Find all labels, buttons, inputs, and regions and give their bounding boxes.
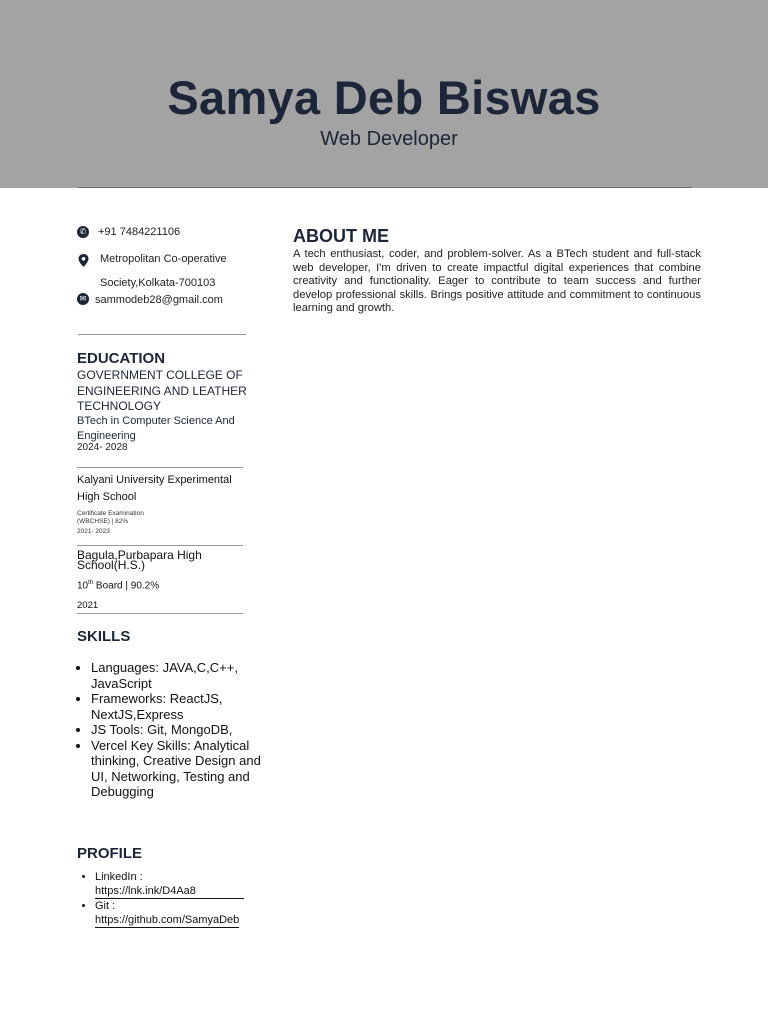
divider: [77, 545, 243, 546]
skill-item: • Languages: JAVA,C,C++, JavaScript: [91, 660, 266, 691]
profile-item-git: [95, 900, 295, 928]
education-years-3: 2021: [77, 600, 99, 611]
header-divider: [78, 187, 692, 188]
profile-heading: PROFILE: [77, 845, 143, 862]
skills-heading: SKILLS: [77, 628, 131, 645]
linkedin-link[interactable]: https://lnk.ink/D4Aa8: [95, 885, 244, 900]
git-label: Git :: [95, 900, 116, 912]
location-pin-icon: [78, 254, 89, 267]
person-name: Samya Deb Biswas: [167, 71, 601, 124]
education-years-2: 2021- 2023: [77, 528, 110, 535]
divider: [78, 334, 246, 335]
divider: [77, 613, 243, 614]
git-link[interactable]: https://github.com/SamyaDeb: [95, 914, 239, 929]
education-detail-2a: Certificate Examination: [77, 510, 144, 517]
profile-item-linkedin: [95, 871, 295, 899]
contact-address-line1: Metropolitan Co-operative: [100, 253, 227, 265]
about-text: A tech enthusiast, coder, and problem-solver. As a BTech student and full-stack web developer, I'm driven to create impactful digital experiences that combine creativity and functionality. Eager to contribute to team success and further develop professional skills. Brings positive attitude and commitment to continuous learning and growth.: [293, 248, 701, 315]
profile-list: [78, 871, 295, 929]
header-banner: [0, 0, 768, 188]
skill-item: • Frameworks: ReactJS, NextJS,Express: [91, 691, 266, 722]
contact-address-line2: Society,Kolkata-700103: [100, 277, 216, 289]
skill-item: • JS Tools: Git, MongoDB,: [91, 722, 266, 738]
education-institution-2: Kalyani University Experimental High School: [77, 474, 232, 503]
contact-phone: +91 7484221106: [98, 226, 181, 238]
education-degree-1: BTech in Computer Science And Engineering: [77, 415, 235, 442]
linkedin-label: LinkedIn :: [95, 871, 143, 883]
job-title: Web Developer: [320, 128, 458, 150]
phone-icon: ✆: [77, 226, 89, 238]
skills-list: [74, 660, 266, 800]
education-institution-3: Bagula,Purbapara High School(H.S.): [77, 548, 202, 572]
education-heading: EDUCATION: [77, 350, 166, 367]
education-board-3: 10th Board | 90.2%: [77, 580, 160, 592]
email-icon: ✉: [77, 293, 89, 305]
education-detail-2b: (WBCHSE) | 82%: [77, 518, 129, 525]
education-institution-1: GOVERNMENT COLLEGE OF ENGINEERING AND LEATHER TECHNOLOGY: [77, 368, 247, 413]
about-heading: ABOUT ME: [293, 226, 389, 246]
education-years-1: 2024- 2028: [77, 442, 128, 453]
divider: [77, 467, 243, 468]
contact-email: sammodeb28@gmail.com: [95, 294, 223, 306]
skill-item: • Vercel Key Skills: Analytical thinking, Creative Design and UI, Networking, Testing and Debugging: [91, 738, 266, 800]
